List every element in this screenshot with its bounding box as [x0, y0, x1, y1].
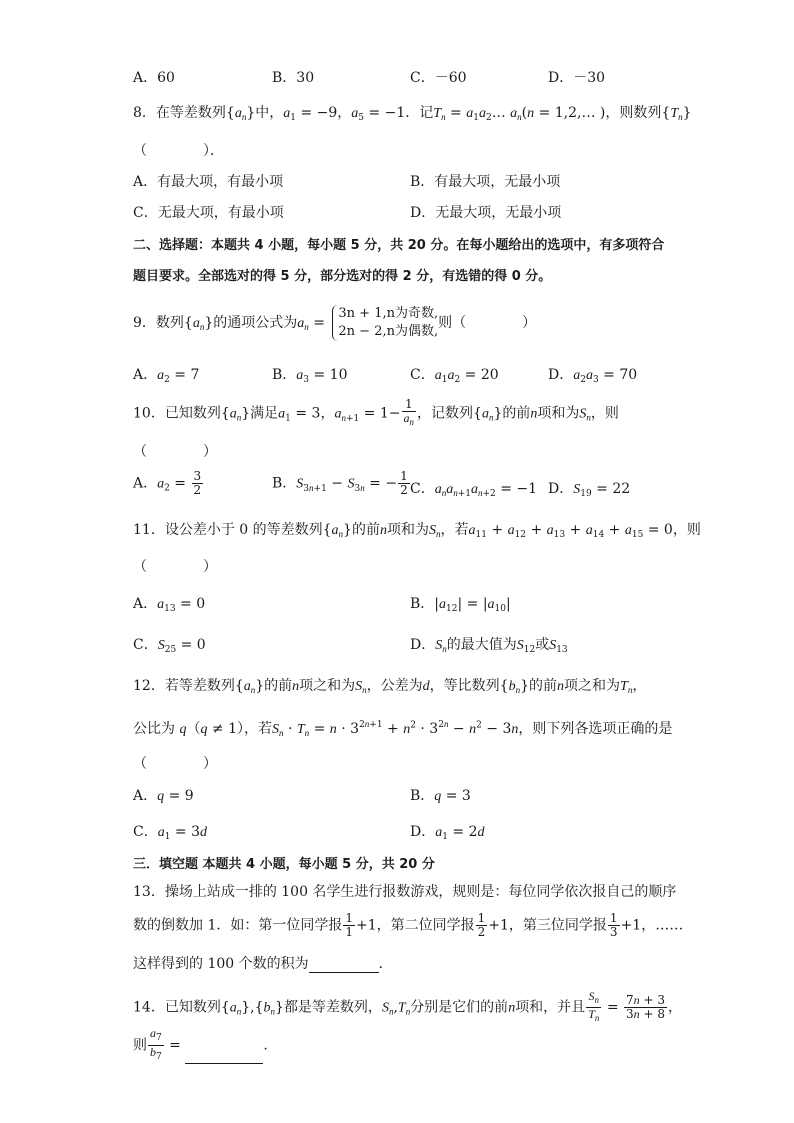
- q9-option-d: D．$a_2a_3 = 70$: [548, 367, 638, 385]
- q12-answer-paren: （ ）: [133, 756, 217, 772]
- q10-option-b: B．$S_{3n+1} - S_{3n}$ = − $\frac{1}{2}$: [272, 469, 408, 497]
- q13-line1: 13．操场上站成一排的 100 名学生进行报数游戏，规则是：每位同学依次报自己的顺序: [133, 884, 677, 900]
- q11-option-c: C．$S_{25} = 0$: [133, 637, 206, 655]
- q8-option-b: B．有最大项，无最小项: [410, 174, 561, 190]
- q9-option-a: A．$a_2 = 7$: [133, 367, 200, 385]
- q14-answer-blank[interactable]: [185, 1063, 263, 1064]
- q8-option-a: A．有最大项，有最小项: [133, 174, 284, 190]
- q10-option-a: A．$a_2$ = $\frac{3}{2}$: [133, 469, 202, 497]
- section3-heading: 三．填空题 本题共 4 小题，每小题 5 分，共 20 分: [133, 857, 435, 872]
- q9-stem: 9．数列$\{a_n\}$的通项公式为$a_n$ = 3n + 1,n为奇数, 2n − 2,n为偶数, 则（ ）: [133, 306, 537, 339]
- q11-option-a: A．$a_{13} = 0$: [133, 596, 206, 614]
- section2-heading-line1: 二、选择题：本题共 4 小题，每小题 5 分，共 20 分。在每小题给出的选项中，有多项符合: [133, 238, 665, 253]
- q13-answer-blank[interactable]: [309, 972, 379, 973]
- q10-option-c: C．$a_na_{n+1}a_{n+2} = -1$: [410, 481, 538, 499]
- q10-option-d: D．$S_{19} = 22$: [548, 481, 631, 499]
- q7-option-b: B．30: [272, 70, 315, 86]
- q12-option-d: D．$a_1 = 2d$: [410, 824, 485, 842]
- q14-line2: 则 $\frac{a_7}{b_7}$ = .: [133, 1026, 268, 1062]
- q7-option-c: C．－60: [410, 70, 467, 86]
- q10-stem: 10．已知数列$\{a_n\}$满足$a_1 = 3$，$a_{n+1} = 1-$ $\frac{1}{a_n}$ ，记数列$\{a_n\}$的前n项和为$S_n$，则: [133, 397, 619, 427]
- q10-answer-paren: （ ）: [133, 444, 217, 460]
- q12-option-a: A．q = 9: [133, 788, 194, 804]
- q13-line2: 数的倒数加 1．如：第一位同学报 $\frac{1}{1}$ +1，第二位同学报 $\frac{1}{2}$ +1，第三位同学报 $\frac{1}{3}$ +1，……: [133, 911, 684, 939]
- q12-stem-line1: 12．若等差数列$\{a_n\}$的前n项之和为$S_n$，公差为d，等比数列$\{b_n\}$的前n项之和为$T_n$，: [133, 678, 647, 695]
- q9-option-b: B．$a_3 = 10$: [272, 367, 348, 385]
- q7-option-a: A．60: [133, 70, 175, 86]
- q11-option-d: D．$S_n$的最大值为$S_{12}$或$S_{13}$: [410, 637, 568, 655]
- q11-answer-paren: （ ）: [133, 559, 217, 575]
- q7-option-d: D．－30: [548, 70, 606, 86]
- q8-stem: 8．在等差数列$\{a_n\}$中，$a_1 = -9$，$a_5 = -1$．记$T_n$ = $a_1a_2\dots$ $a_n(n$ = 1,2,… )，则数列$\{T_n\}$: [133, 105, 692, 123]
- q8-option-d: D．无最大项，无最小项: [410, 205, 562, 221]
- q9-piecewise: 3n + 1,n为奇数, 2n − 2,n为偶数,: [332, 305, 438, 341]
- q11-option-b: B．$|a_{12}| = |a_{10}|$: [410, 596, 511, 614]
- q8-answer-paren: （ ）．: [133, 143, 224, 159]
- q12-stem-line2: 公比为 q（q ≠ 1），若$S_n \cdot T_n = n \cdot 3^{2n+1} + n^2 \cdot 3^{2n} - n^2 - 3n$，则下列各选项正确的是: [133, 719, 673, 738]
- q9-option-c: C．$a_1a_2 = 20$: [410, 367, 499, 385]
- q8-option-c: C．无最大项，有最小项: [133, 205, 284, 221]
- q11-stem: 11．设公差小于 0 的等差数列$\{a_n\}$的前n项和为$S_n$，若$a_{11} + a_{12} + a_{13} + a_{14} + a_{15} = 0$，则: [133, 522, 701, 540]
- section2-heading-line2: 题目要求。全部选对的得 5 分，部分选对的得 2 分，有选错的得 0 分。: [133, 269, 552, 284]
- q12-option-b: B．q = 3: [410, 788, 471, 804]
- q12-option-c: C．$a_1 = 3d$: [133, 824, 207, 842]
- q14-line1: 14．已知数列$\{a_n\},\{b_n\}$都是等差数列，$S_n,T_n$分别是它们的前n项和，并且 $\frac{S_n}{T_n}$ = $\frac{7n + 3}{3n + 8}$ ，: [133, 989, 682, 1023]
- q13-line3: 这样得到的 100 个数的积为 ．: [133, 956, 393, 972]
